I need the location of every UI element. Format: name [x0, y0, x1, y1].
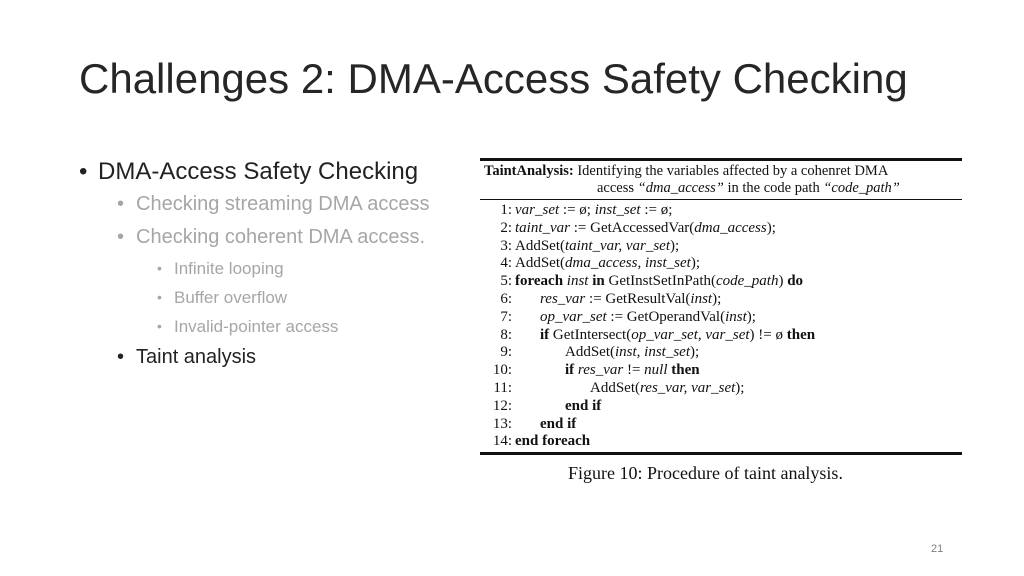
- figure-caption: Figure 10: Procedure of taint analysis.: [568, 463, 843, 483]
- slide-title: Challenges 2: DMA-Access Safety Checking: [79, 55, 908, 102]
- algo-line-2: 2: taint_var := GetAccessedVar(dma_access);: [500, 219, 776, 236]
- bullet-infinite-looping: • Infinite looping: [79, 254, 489, 283]
- algo-line-12: 12: end if: [492, 397, 602, 414]
- algorithm-bottom-rule: [480, 452, 962, 455]
- bullet-dma-access-safety-checking: • DMA-Access Safety Checking: [79, 156, 489, 188]
- algo-line-13: 13: end if: [492, 415, 577, 432]
- algorithm-body: [480, 200, 962, 452]
- algorithm-description: Identifying the variables affected by a cohenret DMA: [577, 163, 889, 179]
- algo-line-1: 1: var_set := ø; inst_set := ø;: [500, 202, 673, 218]
- algorithm-description-line2: access “dma_access” in the code path “code_path”: [597, 180, 900, 196]
- algorithm-name: TaintAnalysis:: [484, 163, 574, 179]
- bullet-invalid-pointer: • Invalid-pointer access: [79, 312, 489, 341]
- bullet-taint-analysis: • Taint analysis: [79, 341, 489, 374]
- algo-line-4: 4: AddSet(dma_access, inst_set);: [500, 255, 700, 272]
- bullet-buffer-overflow: • Buffer overflow: [79, 283, 489, 312]
- algo-line-3: 3: AddSet(taint_var, var_set);: [500, 237, 680, 254]
- algo-line-5: 5: foreach inst in GetInstSetInPath(code_path) do: [500, 273, 804, 290]
- algo-line-11: 11: AddSet(res_var, var_set);: [493, 379, 745, 396]
- algo-line-10: 10: if res_var != null then: [492, 362, 700, 379]
- algorithm-figure: [480, 158, 962, 483]
- algo-line-8: 8: if GetIntersect(op_var_set, var_set) != ø then: [500, 326, 816, 343]
- bullet-list: [79, 156, 489, 374]
- algo-line-6: 6: res_var := GetResultVal(inst);: [500, 290, 722, 307]
- bullet-checking-coherent: • Checking coherent DMA access.: [79, 221, 489, 254]
- bullet-checking-streaming: • Checking streaming DMA access: [79, 188, 489, 221]
- page-number: 21: [931, 543, 944, 555]
- algo-line-14: 14: end foreach: [492, 433, 591, 450]
- algorithm-header: [480, 161, 962, 199]
- algo-line-9: 9: AddSet(inst, inst_set);: [500, 344, 700, 361]
- algo-line-7: 7: op_var_set := GetOperandVal(inst);: [500, 308, 756, 325]
